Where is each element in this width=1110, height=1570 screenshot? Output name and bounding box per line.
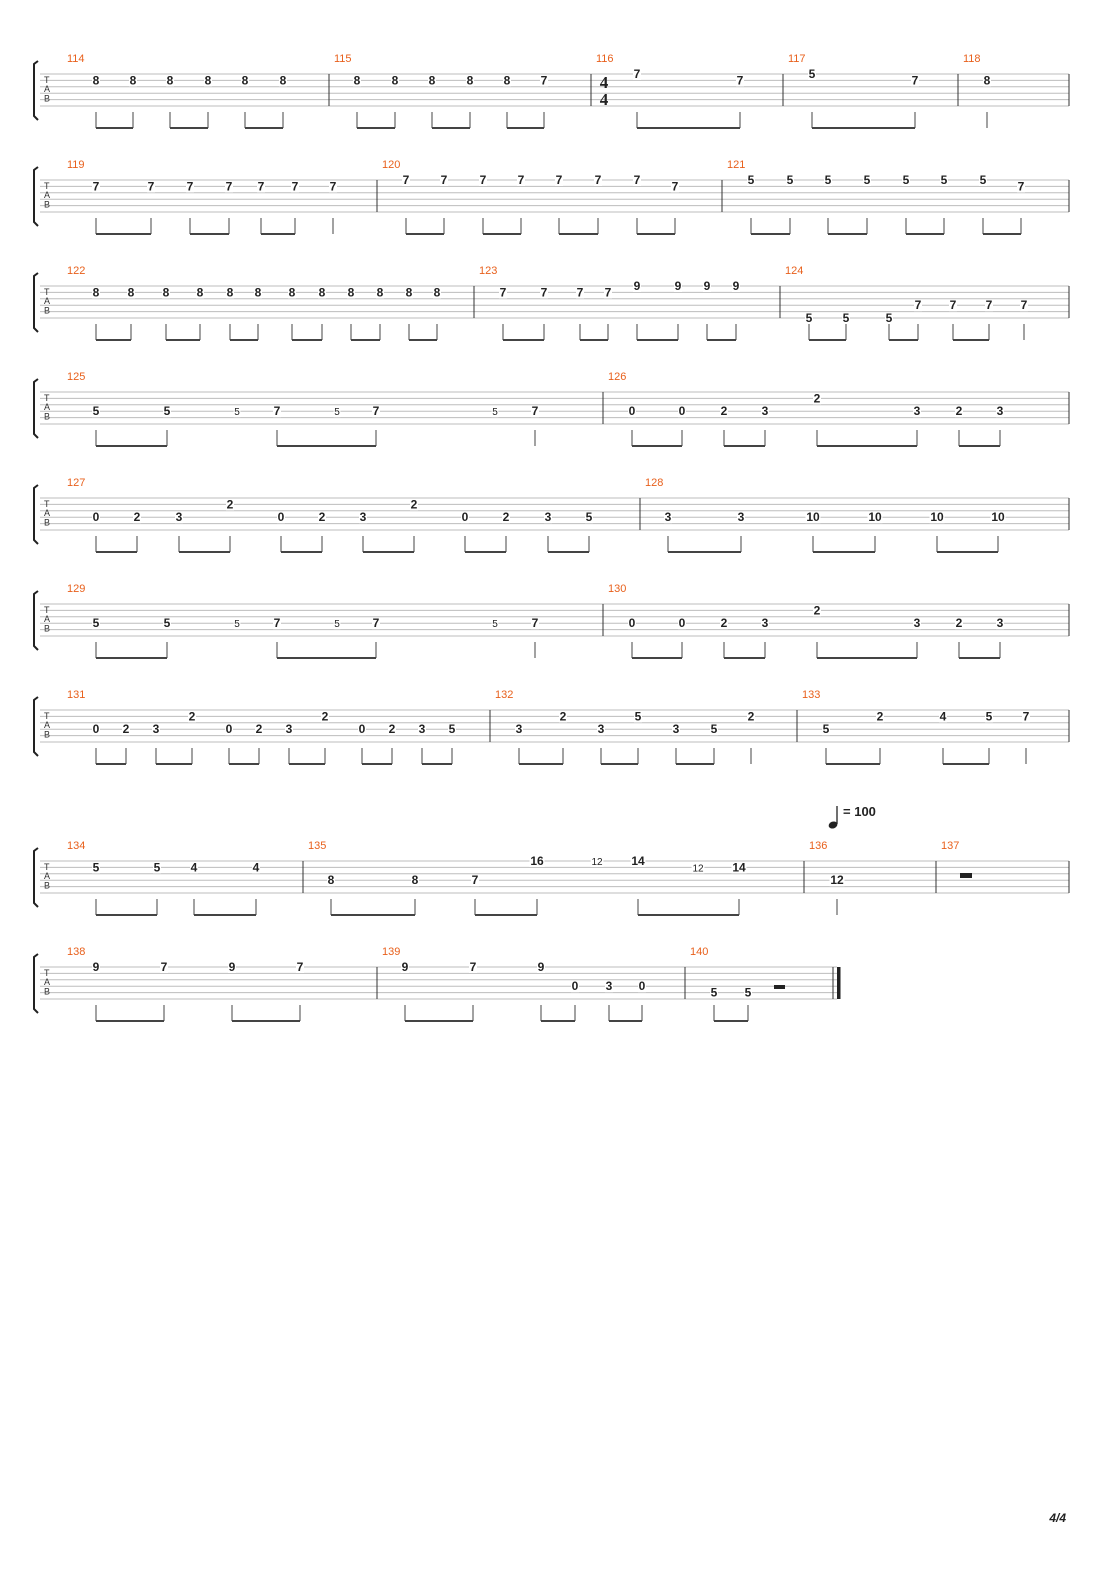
- fret-number: 7: [372, 404, 380, 419]
- fret-number: 3: [515, 722, 523, 737]
- fret-number: 9: [228, 960, 236, 974]
- fret-number: 14: [732, 860, 746, 875]
- fret-number: 7: [633, 173, 641, 187]
- fret-number: 10: [868, 510, 882, 525]
- measure-number: 131: [67, 689, 86, 701]
- fret-number: 7: [273, 404, 281, 419]
- system-bracket: [34, 61, 38, 120]
- tab-clef-letter: A: [44, 296, 51, 307]
- tab-clef-letter: B: [44, 93, 51, 104]
- fret-number: 5: [163, 404, 171, 419]
- tab-clef-letter: A: [44, 508, 51, 519]
- system-bracket: [34, 697, 38, 756]
- measure-number: 137: [941, 840, 960, 852]
- fret-number: 8: [254, 285, 262, 300]
- fret-number: 8: [204, 73, 212, 88]
- fret-number: 3: [761, 404, 769, 419]
- fret-number: 8: [411, 873, 419, 888]
- fret-number: 7: [633, 67, 641, 81]
- fret-number: 3: [152, 722, 160, 737]
- fret-number: 7: [479, 173, 487, 187]
- measure-number: 124: [785, 265, 804, 277]
- fret-number: 8: [466, 73, 474, 88]
- fret-number: 8: [279, 73, 287, 88]
- fret-number: 0: [678, 404, 686, 419]
- measure-number: 116: [596, 53, 614, 65]
- tab-clef-letter: B: [44, 305, 51, 316]
- fret-number: 3: [913, 404, 921, 419]
- fret-number: 0: [92, 722, 100, 737]
- fret-number: 8: [433, 285, 441, 300]
- measure-number: 119: [67, 159, 85, 171]
- tab-clef-letter: B: [44, 623, 51, 634]
- fret-number: 8: [347, 285, 355, 300]
- fret-number: 0: [638, 979, 646, 994]
- measure-number: 135: [308, 840, 327, 852]
- fret-number: 2: [502, 510, 510, 525]
- fret-number: 5: [153, 860, 161, 875]
- fret-number: 8: [288, 285, 296, 300]
- fret-number: 0: [358, 722, 366, 737]
- fret-number: 5: [842, 311, 850, 325]
- fret-number: 0: [92, 510, 100, 525]
- tempo-value: = 100: [843, 804, 876, 819]
- fret-number: 0: [628, 616, 636, 631]
- fret-number: 8: [127, 285, 135, 300]
- fret-number: 5: [940, 173, 948, 187]
- tab-system: [34, 265, 1069, 340]
- tab-system: [34, 53, 1069, 128]
- tab-system: [34, 477, 1069, 552]
- fret-number: 10: [806, 510, 820, 525]
- measure-number: 134: [67, 840, 86, 852]
- tab-system: [34, 159, 1069, 234]
- fret-number: 7: [273, 616, 281, 631]
- measure-number: 129: [67, 583, 86, 595]
- system-bracket: [34, 273, 38, 332]
- fret-number: 5: [634, 709, 642, 724]
- fret-number: 7: [517, 173, 525, 187]
- tab-system: [34, 840, 1069, 915]
- tab-clef-letter: A: [44, 977, 51, 988]
- fret-number: 7: [499, 285, 507, 300]
- fret-number: 7: [911, 73, 919, 88]
- fret-number: 5: [822, 722, 830, 737]
- tab-clef-letter: A: [44, 402, 51, 413]
- measure-number: 123: [479, 265, 498, 277]
- fret-number: 7: [576, 285, 584, 300]
- fret-number: 7: [372, 616, 380, 631]
- fret-number: 5: [334, 619, 340, 631]
- fret-number: 5: [747, 173, 755, 187]
- fret-number: 8: [405, 285, 413, 300]
- fret-number: 7: [440, 173, 448, 187]
- fret-number: 3: [996, 404, 1004, 419]
- time-signature-numerator: 4: [599, 73, 609, 92]
- tab-clef-letter: T: [44, 181, 50, 191]
- tab-system: [34, 689, 1069, 764]
- fret-number: 3: [597, 722, 605, 737]
- fret-number: 5: [808, 67, 816, 81]
- fret-number: 2: [188, 709, 196, 724]
- fret-number: 3: [544, 510, 552, 525]
- fret-number: 7: [1017, 179, 1025, 194]
- fret-number: 2: [559, 709, 567, 724]
- fret-number: 8: [503, 73, 511, 88]
- fret-number: 0: [571, 979, 579, 994]
- fret-number: 5: [334, 407, 340, 419]
- fret-number: 0: [628, 404, 636, 419]
- tab-clef-letter: T: [44, 711, 50, 721]
- tab-clef-letter: A: [44, 190, 51, 201]
- tab-system: [34, 371, 1069, 446]
- tab-clef-letter: T: [44, 393, 50, 403]
- tab-clef-letter: B: [44, 729, 51, 740]
- tab-clef-letter: T: [44, 605, 50, 615]
- fret-number: 5: [585, 510, 593, 525]
- fret-number: 2: [747, 709, 755, 724]
- fret-number: 2: [955, 404, 963, 419]
- measure-number: 115: [334, 53, 352, 65]
- fret-number: 4: [252, 860, 260, 875]
- fret-number: 8: [92, 285, 100, 300]
- fret-number: 0: [678, 616, 686, 631]
- system-bracket: [34, 485, 38, 544]
- fret-number: 7: [147, 179, 155, 194]
- tab-clef-letter: A: [44, 614, 51, 625]
- fret-number: 0: [225, 722, 233, 737]
- fret-number: 5: [824, 173, 832, 187]
- tab-clef-letter: B: [44, 880, 51, 891]
- fret-number: 2: [410, 497, 418, 512]
- fret-number: 2: [133, 510, 141, 525]
- fret-number: 3: [761, 616, 769, 631]
- measure-number: 125: [67, 371, 86, 383]
- fret-number: 4: [939, 709, 947, 724]
- fret-number: 8: [162, 285, 170, 300]
- fret-number: 2: [226, 497, 234, 512]
- fret-number: 5: [985, 709, 993, 724]
- measure-number: 121: [727, 159, 746, 171]
- fret-number: 8: [129, 73, 137, 88]
- fret-number: 7: [402, 173, 410, 187]
- fret-number: 3: [285, 722, 293, 737]
- fret-number: 3: [418, 722, 426, 737]
- tab-clef-letter: B: [44, 199, 51, 210]
- tab-clef-letter: A: [44, 720, 51, 731]
- fret-number: 7: [594, 173, 602, 187]
- fret-number: 8: [166, 73, 174, 88]
- fret-number: 2: [813, 603, 821, 618]
- fret-number: 7: [296, 960, 304, 974]
- fret-number: 7: [291, 179, 299, 194]
- fret-number: 9: [92, 960, 100, 974]
- page-number: 4/4: [1049, 1511, 1066, 1525]
- tab-clef-letter: T: [44, 968, 50, 978]
- fret-number: 7: [186, 179, 194, 194]
- fret-number: 5: [979, 173, 987, 187]
- tab-clef-letter: T: [44, 499, 50, 509]
- fret-number: 2: [318, 510, 326, 525]
- fret-number: 7: [671, 179, 679, 194]
- fret-number: 8: [353, 73, 361, 88]
- time-signature: [600, 73, 609, 109]
- fret-number: 7: [604, 285, 612, 300]
- fret-number: 7: [531, 404, 539, 419]
- fret-number: 5: [92, 404, 100, 419]
- fret-number: 12: [830, 873, 844, 888]
- fret-number: 7: [1022, 709, 1030, 724]
- measure-number: 117: [788, 53, 806, 65]
- fret-number: 5: [885, 311, 893, 325]
- fret-number: 8: [376, 285, 384, 300]
- tab-clef-letter: T: [44, 287, 50, 297]
- measure-number: 132: [495, 689, 514, 701]
- fret-number: 2: [813, 391, 821, 406]
- tab-clef-letter: T: [44, 862, 50, 872]
- fret-number: 5: [744, 985, 752, 1000]
- fret-number: 7: [1020, 298, 1028, 313]
- fret-number: 8: [327, 873, 335, 888]
- tab-clef-letter: A: [44, 871, 51, 882]
- fret-number: 3: [672, 722, 680, 737]
- fret-number: 2: [255, 722, 263, 737]
- measure-number: 122: [67, 265, 86, 277]
- fret-number: 5: [234, 407, 240, 419]
- fret-number: 5: [902, 173, 910, 187]
- fret-number: 7: [160, 960, 168, 974]
- fret-number: 14: [631, 854, 645, 868]
- system-bracket: [34, 848, 38, 907]
- fret-number: 7: [469, 960, 477, 974]
- fret-number: 4: [190, 860, 198, 875]
- system-bracket: [34, 167, 38, 226]
- fret-number: 8: [428, 73, 436, 88]
- fret-number: 5: [92, 860, 100, 875]
- fret-number: 5: [863, 173, 871, 187]
- measure-number: 139: [382, 946, 401, 958]
- measure-number: 140: [690, 946, 709, 958]
- fret-number: 5: [163, 616, 171, 631]
- final-bar-line: [837, 967, 841, 999]
- fret-number: 0: [277, 510, 285, 525]
- fret-number: 5: [805, 311, 813, 325]
- fret-number: 0: [461, 510, 469, 525]
- fret-number: 9: [537, 960, 545, 974]
- measure-number: 130: [608, 583, 627, 595]
- fret-number: 7: [540, 285, 548, 300]
- measure-number: 126: [608, 371, 627, 383]
- fret-number: 8: [983, 73, 991, 88]
- fret-number: 5: [92, 616, 100, 631]
- fret-number: 7: [257, 179, 265, 194]
- measure-number: 127: [67, 477, 86, 489]
- half-rest-icon: [774, 985, 785, 989]
- fret-number: 3: [359, 510, 367, 525]
- tab-clef-letter: B: [44, 517, 51, 528]
- fret-number: 8: [241, 73, 249, 88]
- fret-number: 7: [225, 179, 233, 194]
- measure-number: 120: [382, 159, 401, 171]
- fret-number: 8: [92, 73, 100, 88]
- tab-system: [34, 583, 1069, 658]
- fret-number: 2: [321, 709, 329, 724]
- whole-rest-icon: [960, 873, 972, 878]
- fret-number: 5: [710, 722, 718, 737]
- fret-number: 5: [786, 173, 794, 187]
- fret-number: 8: [196, 285, 204, 300]
- fret-number: 2: [955, 616, 963, 631]
- system-bracket: [34, 591, 38, 650]
- fret-number: 5: [492, 407, 498, 419]
- fret-number: 8: [391, 73, 399, 88]
- time-signature-denominator: 4: [599, 90, 609, 109]
- measure-number: 128: [645, 477, 664, 489]
- fret-number: 2: [876, 709, 884, 724]
- fret-number: 7: [540, 73, 548, 88]
- fret-number: 7: [329, 179, 337, 194]
- system-bracket: [34, 954, 38, 1013]
- measure-number: 136: [809, 840, 828, 852]
- fret-number: 3: [175, 510, 183, 525]
- fret-number: 5: [710, 985, 718, 1000]
- fret-number: 16: [530, 854, 544, 868]
- measure-number: 133: [802, 689, 821, 701]
- fret-number: 7: [914, 298, 922, 313]
- tab-system: [34, 946, 841, 1021]
- fret-number: 8: [226, 285, 234, 300]
- fret-number: 7: [92, 179, 100, 194]
- system-bracket: [34, 379, 38, 438]
- measure-number: 138: [67, 946, 86, 958]
- fret-number: 5: [448, 722, 456, 737]
- fret-number: 2: [122, 722, 130, 737]
- fret-number: 2: [388, 722, 396, 737]
- fret-number: 12: [591, 857, 603, 868]
- tab-clef-letter: B: [44, 411, 51, 422]
- fret-number: 7: [531, 616, 539, 631]
- fret-number: 3: [605, 979, 613, 994]
- fret-number: 9: [703, 279, 711, 293]
- fret-number: 7: [471, 873, 479, 888]
- fret-number: 3: [664, 510, 672, 525]
- tab-clef-letter: A: [44, 84, 51, 95]
- fret-number: 10: [991, 510, 1005, 525]
- tempo-marking: [828, 804, 876, 830]
- fret-number: 9: [633, 279, 641, 293]
- fret-number: 9: [732, 279, 740, 293]
- measure-number: 118: [963, 53, 981, 65]
- tab-clef-letter: B: [44, 986, 51, 997]
- fret-number: 3: [737, 510, 745, 525]
- tab-clef-letter: T: [44, 75, 50, 85]
- fret-number: 9: [674, 279, 682, 293]
- fret-number: 2: [720, 616, 728, 631]
- fret-number: 12: [692, 863, 704, 875]
- fret-number: 7: [949, 298, 957, 313]
- fret-number: 3: [913, 616, 921, 631]
- fret-number: 7: [736, 73, 744, 88]
- fret-number: 8: [318, 285, 326, 300]
- fret-number: 5: [234, 619, 240, 631]
- fret-number: 5: [492, 619, 498, 631]
- fret-number: 7: [985, 298, 993, 313]
- fret-number: 10: [930, 510, 944, 525]
- fret-number: 9: [401, 960, 409, 974]
- fret-number: 2: [720, 404, 728, 419]
- measure-number: 114: [67, 53, 85, 65]
- fret-number: 7: [555, 173, 563, 187]
- fret-number: 3: [996, 616, 1004, 631]
